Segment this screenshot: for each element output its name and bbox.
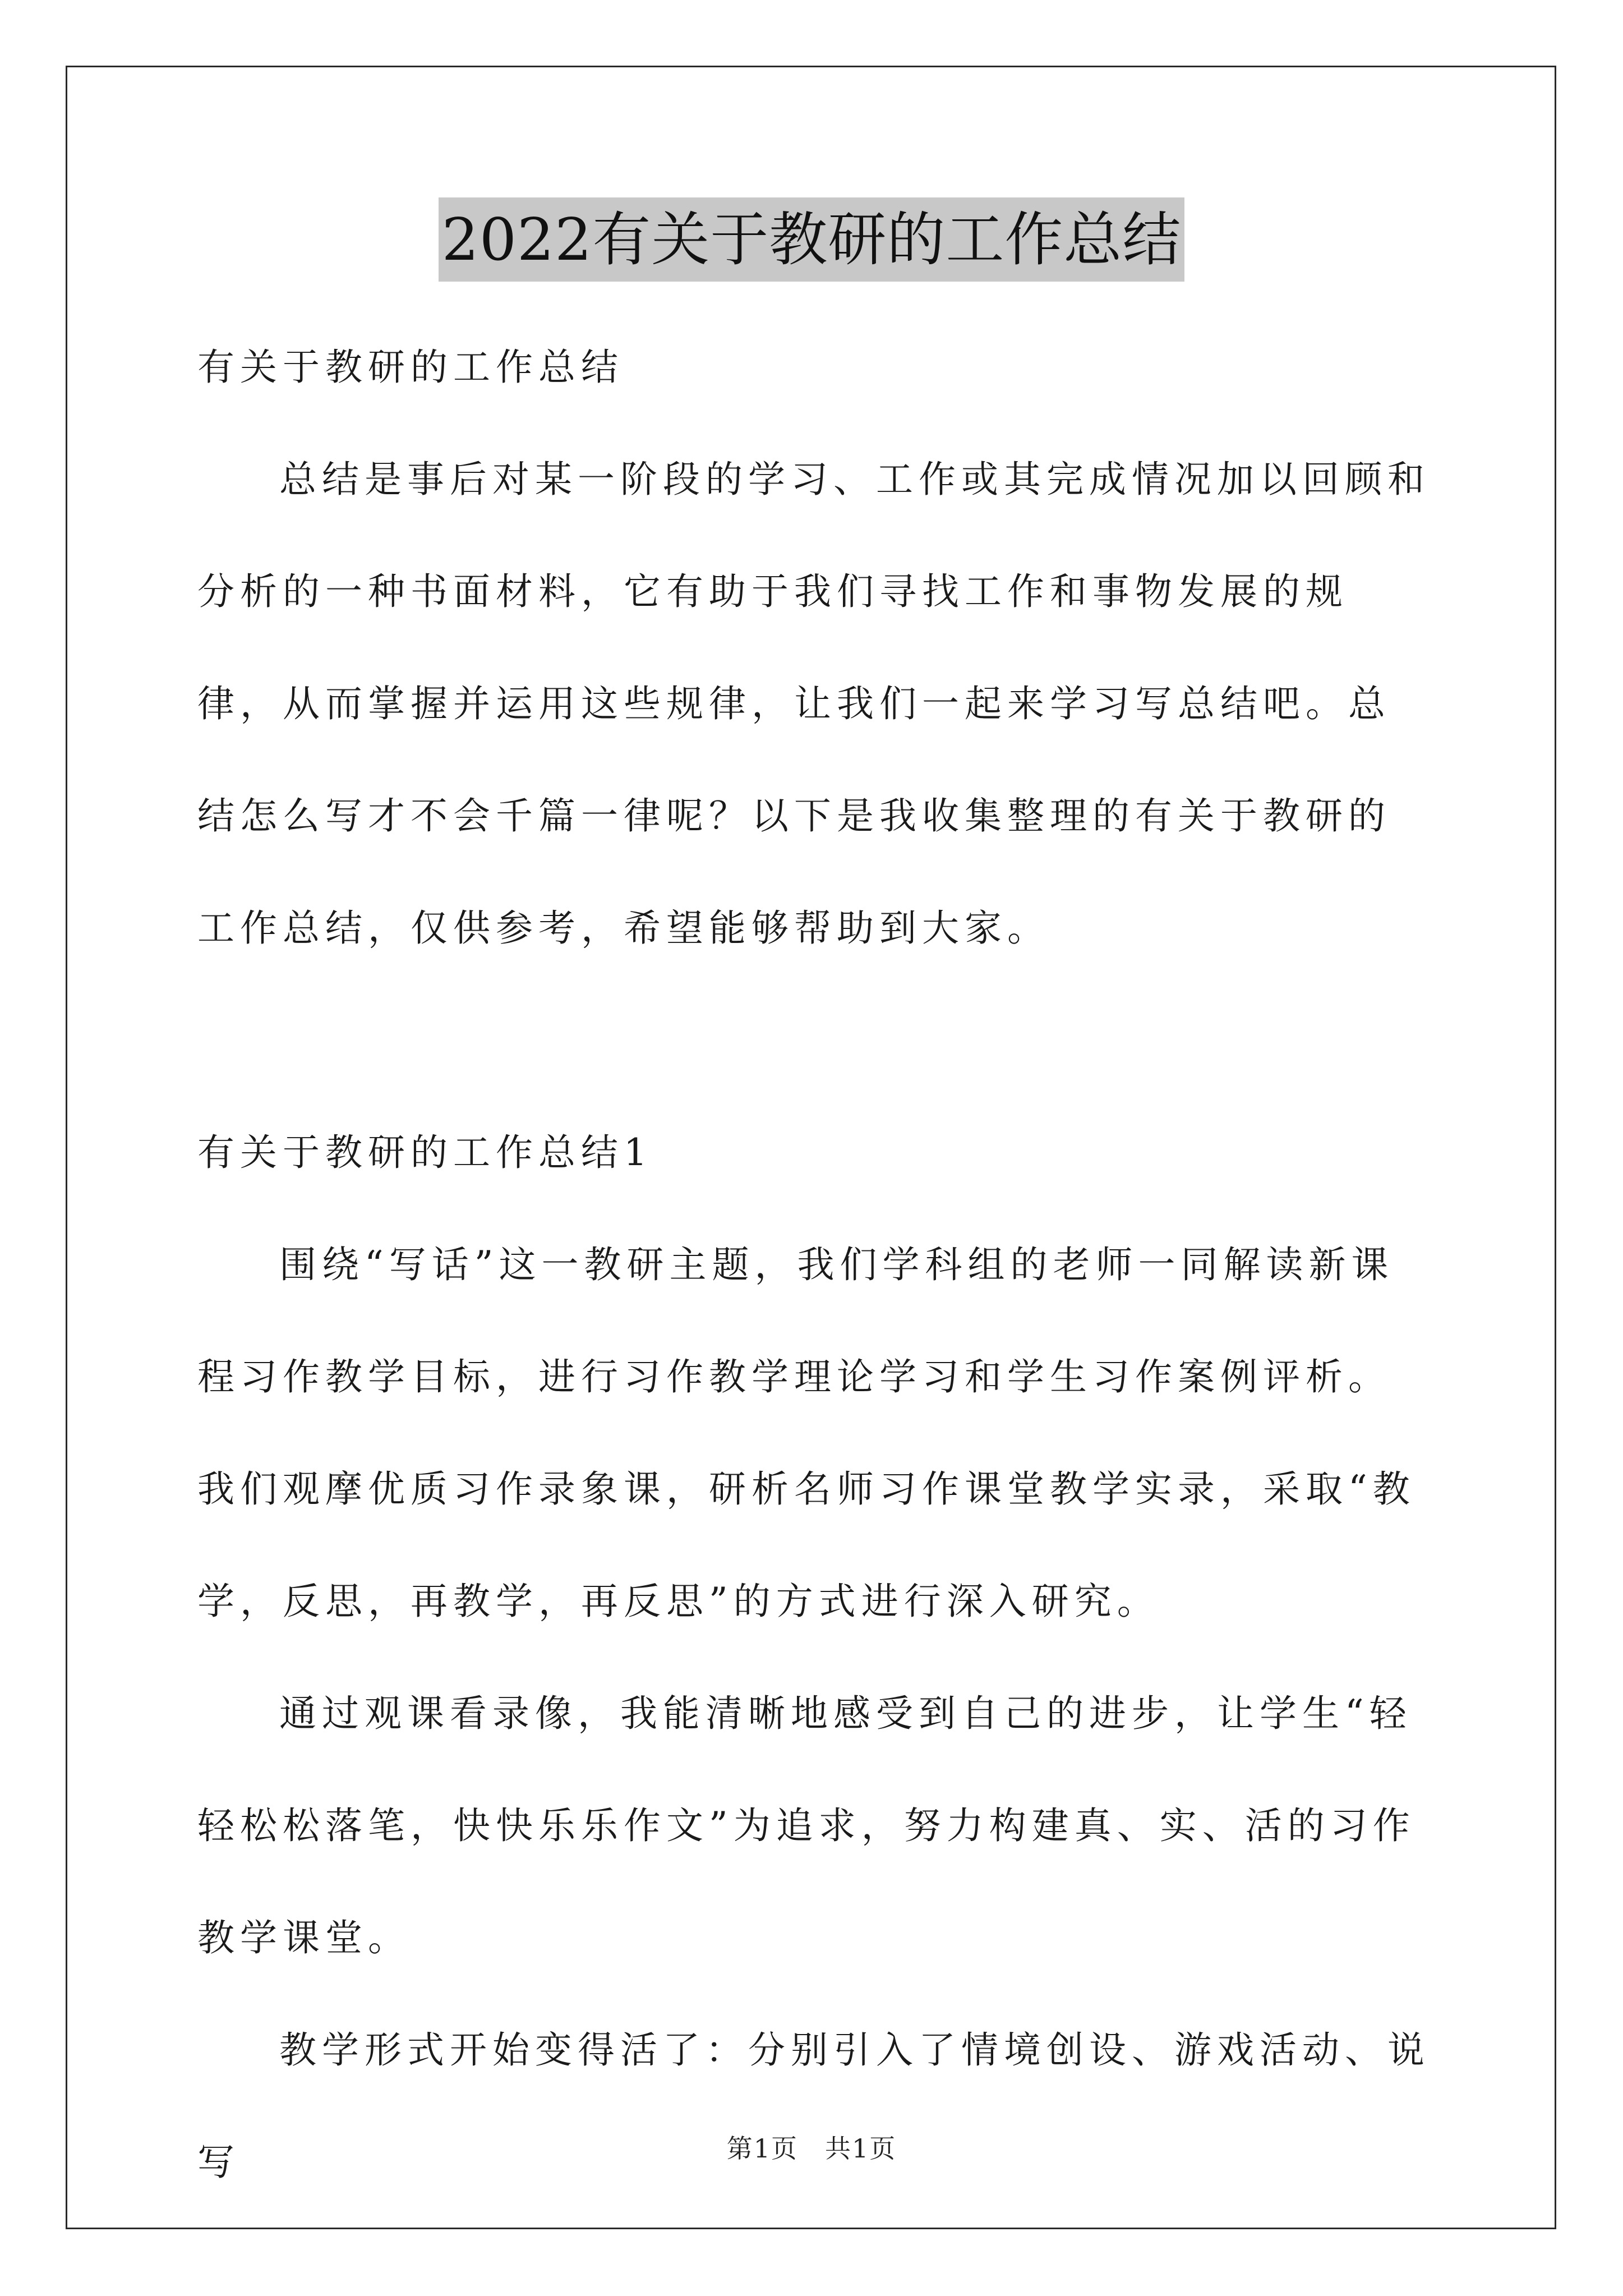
section1-paragraph: 教学形式开始变得活了：分别引入了情境创设、游戏活动、说写 [197, 2028, 1430, 2184]
section1-paragraph: 围绕“写话”这一教研主题，我们学科组的老师一同解读新课程习作教学目标，进行习作教学理论学习和学生习作案例评析。我们观摩优质习作录象课，研析名师习作课堂教学实录，采取“教学，反思，再教学，再反思”的方式进行深入研究。 [197, 1243, 1415, 1623]
section1-heading: 有关于教研的工作总结1 [197, 1131, 653, 1174]
page-footer [0, 2132, 1623, 2165]
document-title: 2022有关于教研的工作总结 [439, 197, 1185, 282]
page-total: 共1页 [825, 2133, 897, 2164]
intro-paragraph: 总结是事后对某一阶段的学习、工作或其完成情况加以回顾和分析的一种书面材料，它有助于我们寻找工作和事物发展的规律，从而掌握并运用这些规律，让我们一起来学习写总结吧。总结怎么写才不会千篇一律呢？以下是我收集整理的有关于教研的工作总结，仅供参考，希望能够帮助到大家。 [197, 458, 1430, 950]
intro-heading: 有关于教研的工作总结 [197, 346, 624, 389]
document-body [197, 311, 1431, 2219]
section-spacer [197, 984, 1431, 1097]
title-container [0, 197, 1623, 282]
page-number: 第1页 [726, 2133, 798, 2164]
section1-paragraph: 通过观课看录像，我能清晰地感受到自己的进步，让学生“轻轻松松落笔，快快乐乐作文”为追求，努力构建真、实、活的习作教学课堂。 [197, 1692, 1415, 1959]
